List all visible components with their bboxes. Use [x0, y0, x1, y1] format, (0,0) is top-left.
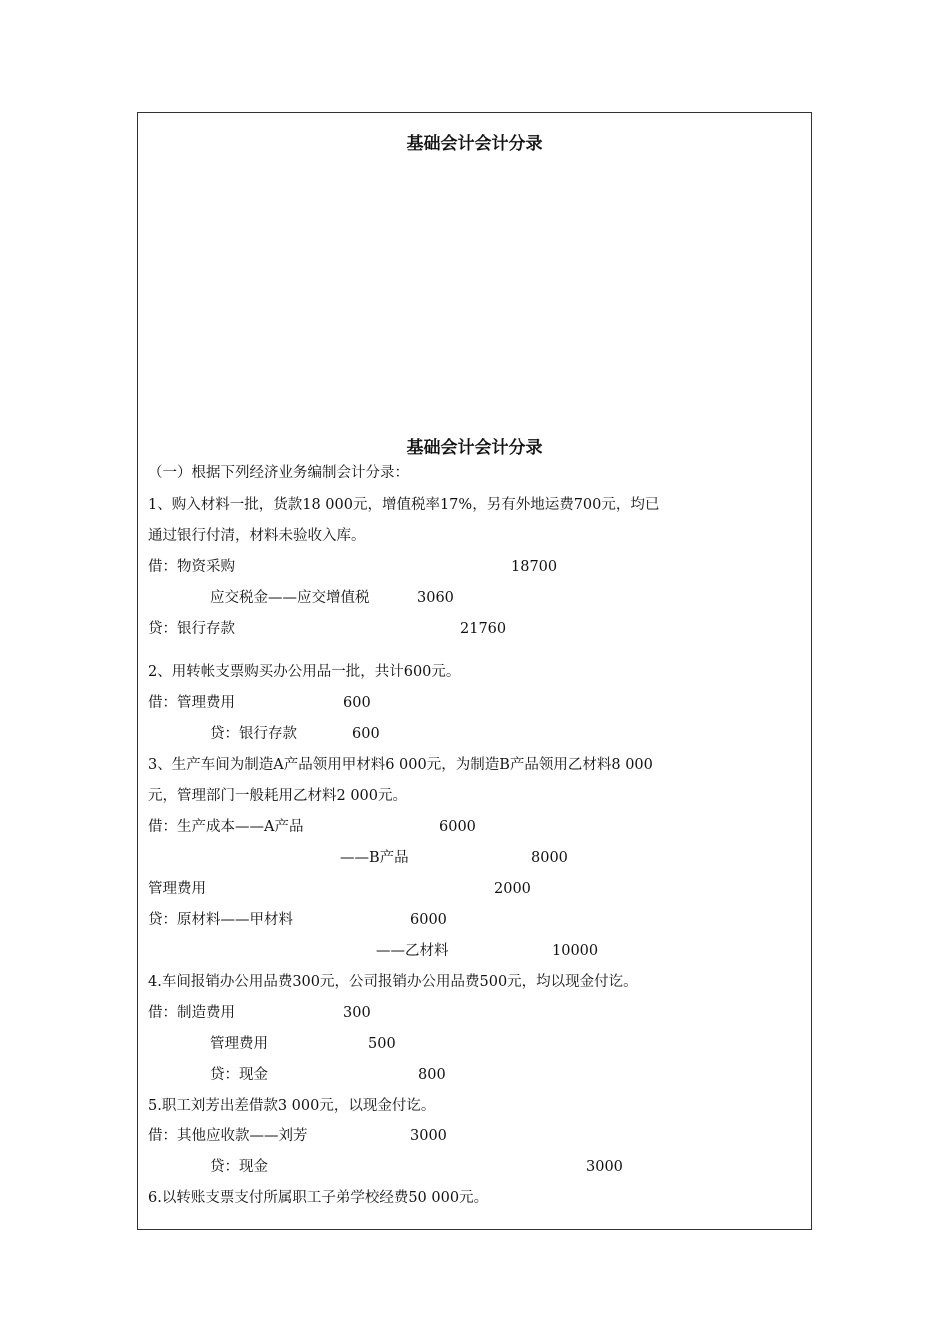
document-title-top: 基础会计会计分录 [406, 134, 543, 154]
q3-entry-amount: 10000 [552, 943, 599, 959]
q3-entry-label: ——B产品 [340, 850, 409, 866]
q5-text-line1: 5.职工刘芳出差借款3 000元，以现金付讫。 [148, 1098, 436, 1114]
q3-entry-label: 管理费用 [148, 881, 206, 897]
document-title-main: 基础会计会计分录 [406, 438, 543, 458]
q1-entry-label: 借：物资采购 [148, 559, 235, 575]
q2-entry-amount: 600 [352, 726, 380, 742]
q5-entry-label: 借：其他应收款——刘芳 [148, 1128, 308, 1144]
q5-entry-amount: 3000 [410, 1128, 447, 1144]
q4-entry-label: 管理费用 [210, 1036, 268, 1052]
document-frame [137, 112, 812, 1230]
q3-entry-amount: 8000 [531, 850, 568, 866]
q3-entry-label: 借：生产成本——A产品 [148, 819, 304, 835]
q3-entry-amount: 6000 [410, 912, 447, 928]
q6-text-line1: 6.以转账支票支付所属职工子弟学校经费50 000元。 [148, 1190, 489, 1206]
q4-text-line1: 4.车间报销办公用品费300元，公司报销办公用品费500元，均以现金付讫。 [148, 974, 638, 990]
intro-text: （一）根据下列经济业务编制会计分录： [148, 465, 409, 481]
q1-entry-amount: 3060 [417, 590, 454, 606]
q3-text-line2: 元，管理部门一般耗用乙材料2 000元。 [148, 788, 408, 804]
q4-entry-amount: 500 [368, 1036, 396, 1052]
q4-entry-label: 贷：现金 [210, 1067, 268, 1083]
q1-entry-label: 应交税金——应交增值税 [210, 590, 370, 606]
q5-entry-label: 贷：现金 [210, 1159, 268, 1175]
q2-entry-amount: 600 [343, 695, 371, 711]
q2-entry-label: 贷：银行存款 [210, 726, 297, 742]
q3-entry-amount: 6000 [439, 819, 476, 835]
q1-text-line2: 通过银行付清，材料未验收入库。 [148, 528, 366, 544]
q2-text-line1: 2、用转帐支票购买办公用品一批，共计600元。 [148, 664, 461, 680]
q1-entry-amount: 21760 [460, 621, 507, 637]
q3-text-line1: 3、生产车间为制造A产品领用甲材料6 000元，为制造B产品领用乙材料8 000 [148, 757, 653, 773]
q3-entry-amount: 2000 [494, 881, 531, 897]
q4-entry-amount: 300 [343, 1005, 371, 1021]
q4-entry-amount: 800 [418, 1067, 446, 1083]
q1-text-line1: 1、购入材料一批，货款18 000元，增值税率17%，另有外地运费700元，均已 [148, 497, 660, 513]
q5-entry-amount: 3000 [586, 1159, 623, 1175]
q4-entry-label: 借：制造费用 [148, 1005, 235, 1021]
q1-entry-amount: 18700 [511, 559, 558, 575]
q1-entry-label: 贷：银行存款 [148, 621, 235, 637]
q3-entry-label: 贷：原材料——甲材料 [148, 912, 293, 928]
q2-entry-label: 借：管理费用 [148, 695, 235, 711]
q3-entry-label: ——乙材料 [376, 943, 449, 959]
